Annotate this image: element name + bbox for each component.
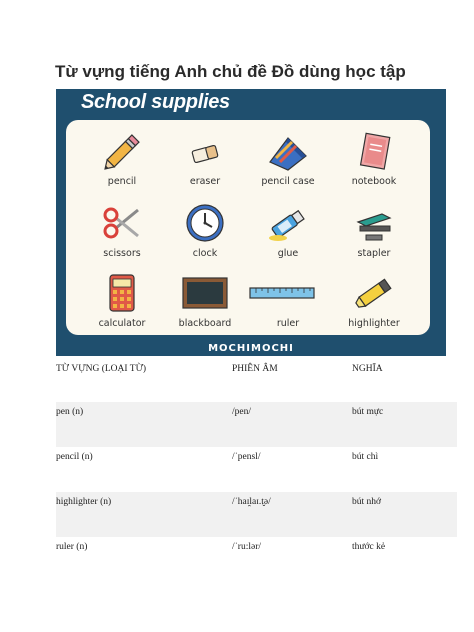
item-label: calculator bbox=[98, 318, 146, 329]
header-word: TỪ VỰNG (LOẠI TỪ) bbox=[56, 364, 147, 374]
header-phonetic: PHIÊN ÂM bbox=[232, 364, 278, 374]
table-row bbox=[56, 492, 457, 537]
meaning-cell: bút chì bbox=[352, 452, 379, 462]
word-cell: ruler (n) bbox=[56, 542, 88, 552]
calculator-icon bbox=[100, 272, 144, 314]
item-stapler bbox=[336, 204, 412, 259]
meaning-cell: bút mực bbox=[352, 407, 384, 417]
item-eraser bbox=[167, 132, 243, 187]
table-row bbox=[56, 537, 457, 582]
item-label: blackboard bbox=[178, 318, 232, 329]
brand-logo: MOCHIMOCHI bbox=[208, 343, 294, 354]
glue-icon bbox=[266, 204, 310, 244]
eraser-icon bbox=[183, 132, 227, 172]
item-label: scissors bbox=[103, 248, 141, 259]
item-label: clock bbox=[192, 248, 218, 259]
notebook-icon bbox=[352, 132, 396, 172]
item-pencil bbox=[84, 132, 160, 187]
item-blackboard bbox=[163, 274, 247, 329]
pencil-case-icon bbox=[264, 132, 312, 172]
vocabulary-table bbox=[56, 358, 457, 582]
banner-title: School supplies bbox=[81, 91, 230, 113]
clock-icon bbox=[183, 202, 227, 244]
item-label: stapler bbox=[357, 248, 391, 259]
item-label: glue bbox=[277, 248, 299, 259]
item-scissors bbox=[84, 204, 160, 259]
word-cell: pen (n) bbox=[56, 407, 84, 417]
item-label: pencil case bbox=[261, 176, 315, 187]
item-label: highlighter bbox=[348, 318, 400, 329]
item-ruler bbox=[250, 274, 326, 329]
table-row bbox=[56, 447, 457, 492]
item-label: notebook bbox=[351, 176, 397, 187]
item-label: pencil bbox=[107, 176, 137, 187]
supplies-panel bbox=[66, 120, 430, 335]
header-meaning: NGHĨA bbox=[352, 364, 383, 374]
scissors-icon bbox=[100, 204, 144, 244]
phonetic-cell: /ˈru:lər/ bbox=[232, 542, 262, 552]
item-clock bbox=[167, 202, 243, 259]
stapler-icon bbox=[352, 204, 396, 244]
item-pencil-case bbox=[250, 132, 326, 187]
word-cell: highlighter (n) bbox=[56, 497, 112, 507]
item-label: eraser bbox=[189, 176, 221, 187]
school-supplies-banner bbox=[56, 89, 446, 356]
word-cell: pencil (n) bbox=[56, 452, 93, 462]
phonetic-cell: /ˈhaɪ̯laɪ.t̬ə/ bbox=[232, 497, 271, 507]
item-calculator bbox=[84, 272, 160, 329]
meaning-cell: bút nhớ bbox=[352, 497, 382, 507]
item-notebook bbox=[336, 132, 412, 187]
item-glue bbox=[250, 204, 326, 259]
blackboard-icon bbox=[180, 274, 230, 314]
item-label: ruler bbox=[276, 318, 300, 329]
table-row bbox=[56, 402, 457, 447]
phonetic-cell: /pen/ bbox=[232, 407, 251, 417]
highlighter-icon bbox=[352, 272, 396, 314]
item-highlighter bbox=[336, 272, 412, 329]
page-title: Từ vựng tiếng Anh chủ đề Đồ dùng học tập bbox=[55, 62, 406, 81]
meaning-cell: thước kẻ bbox=[352, 542, 386, 552]
pencil-icon bbox=[100, 132, 144, 172]
ruler-icon bbox=[247, 274, 317, 314]
phonetic-cell: /ˈpensl/ bbox=[232, 452, 261, 462]
table-header-row bbox=[56, 358, 457, 402]
